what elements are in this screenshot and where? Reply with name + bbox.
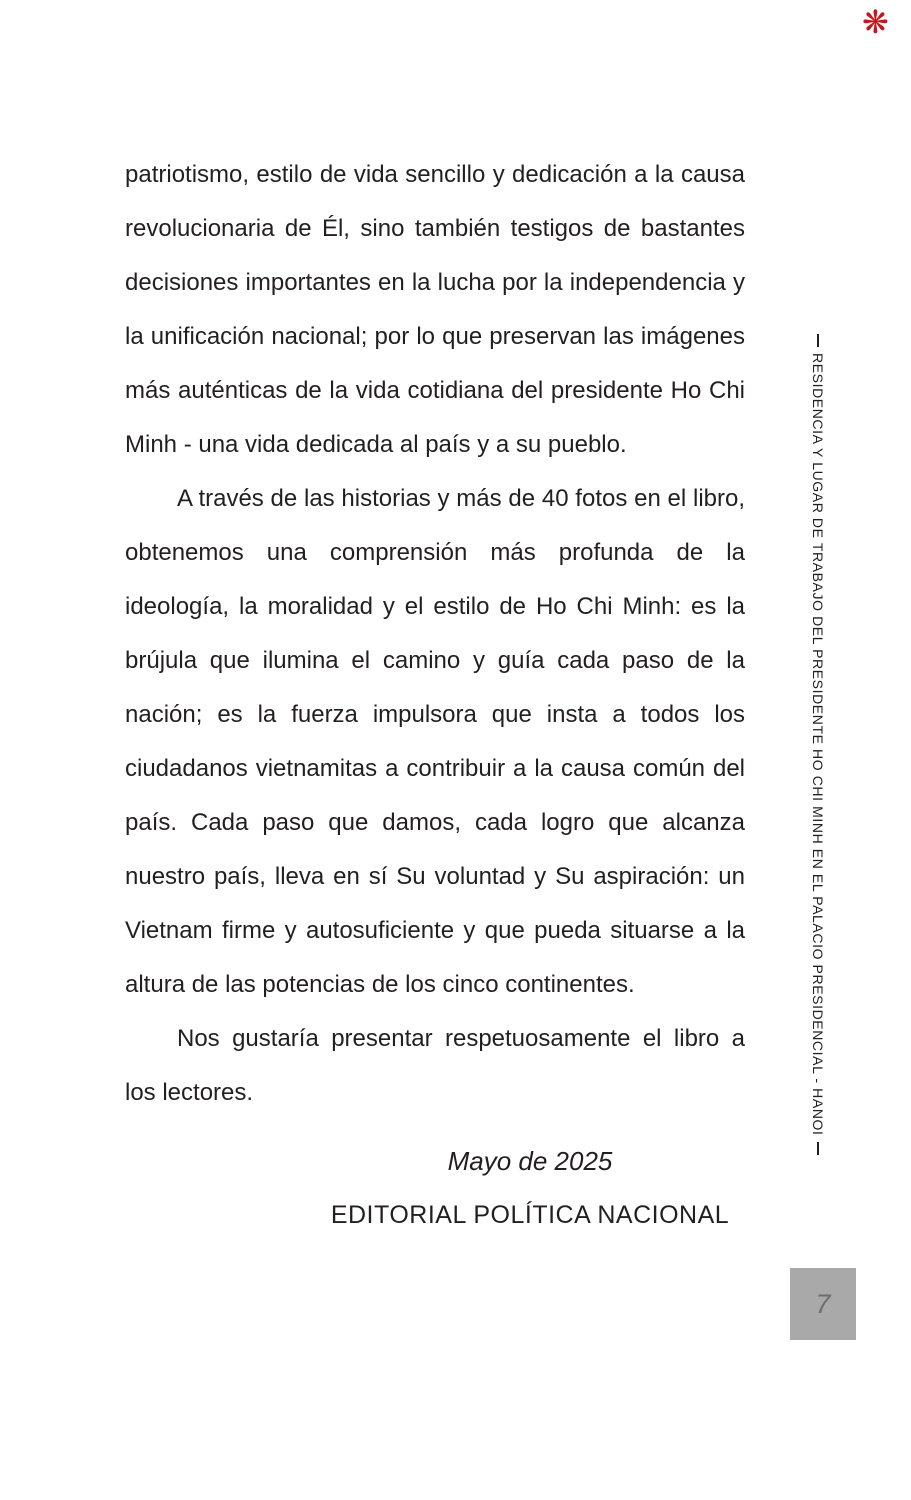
flower-ornament-icon: ❋ — [862, 4, 889, 40]
sidebar-running-title — [802, 334, 834, 1155]
publisher-name: EDITORIAL POLÍTICA NACIONAL — [330, 1201, 730, 1229]
page-number: 7 — [815, 1288, 831, 1319]
publication-date: Mayo de 2025 — [447, 1146, 613, 1176]
bottom-rule — [817, 1142, 819, 1155]
paragraph: Nos gustaría presentar respetuosamente el libro a los lectores. — [125, 1025, 745, 1106]
signature-block — [315, 1134, 745, 1242]
running-title-text: RESIDENCIA Y LUGAR DE TRABAJO DEL PRESIDENTE HO CHI MINH EN EL PALACIO PRESIDENCIAL - HANOI — [810, 353, 826, 1136]
body-text — [125, 148, 745, 1242]
paragraph: A través de las historias y más de 40 fotos en el libro, obtenemos una comprensión más profunda de la ideología, la moralidad y el estilo de Ho Chi Minh: es la brújula que ilumina el camino y guía cada paso de la nación; es la fuerza impulsora que insta a todos los ciudadanos vietnamitas a contribuir a la causa común del país. Cada paso que damos, cada logro que alcanza nuestro país, lleva en sí Su voluntad y Su aspiración: un Vietnam firme y autosuficiente y que pueda situarse a la altura de las potencias de los cinco continentes. — [125, 485, 745, 998]
top-rule — [817, 334, 819, 347]
page-number-tab — [790, 1268, 856, 1340]
paragraph-continuation: patriotismo, estilo de vida sencillo y dedicación a la causa revolucionaria de Él, sino también testigos de bastantes decisiones importantes en la lucha por la independencia y la unificación nacional; por lo que preservan las imágenes más auténticas de la vida cotidiana del presidente Ho Chi Minh - una vida dedicada al país y a su pueblo. — [125, 161, 745, 458]
